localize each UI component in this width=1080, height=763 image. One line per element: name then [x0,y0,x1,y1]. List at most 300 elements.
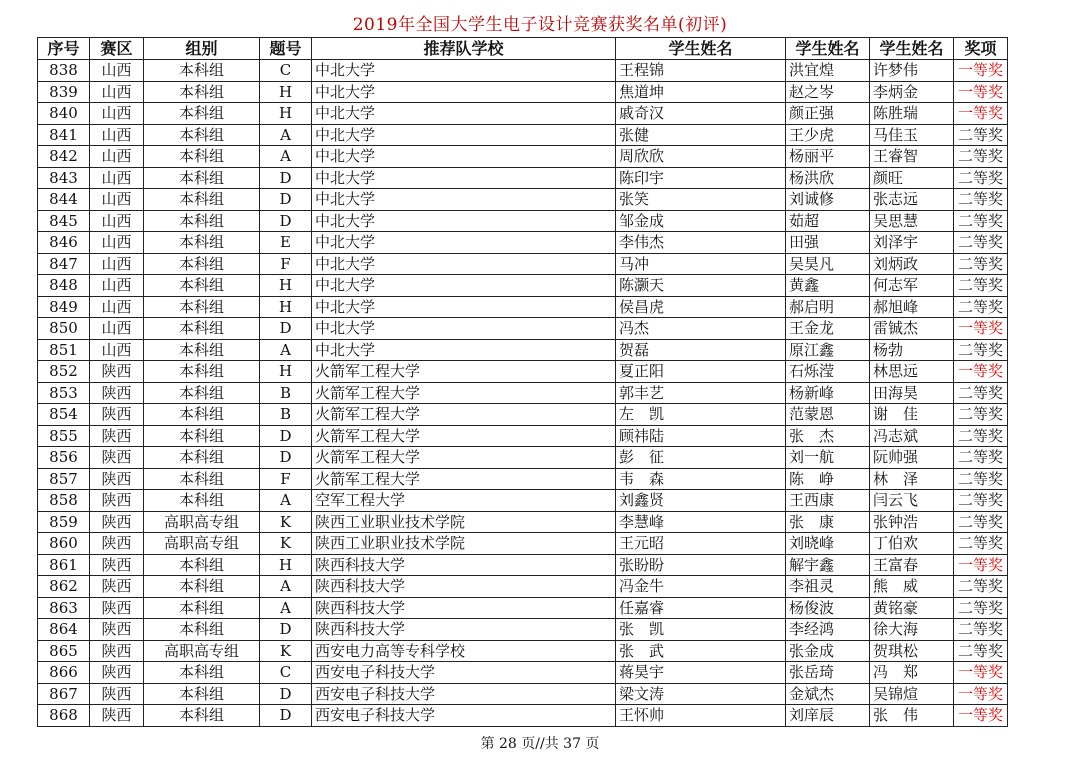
cell-student-3: 何志军 [870,275,954,297]
cell-index: 865 [38,640,90,662]
table-row [38,210,1008,232]
table-row [38,554,1008,576]
table-row [38,597,1008,619]
cell-student-1: 张盼盼 [616,554,786,576]
table-row [38,468,1008,490]
cell-group: 本科组 [144,210,260,232]
cell-student-1: 梁文涛 [616,683,786,705]
cell-award: 二等奖 [954,296,1008,318]
table-row [38,619,1008,641]
cell-index: 860 [38,533,90,555]
cell-region: 陕西 [90,382,144,404]
cell-award: 一等奖 [954,683,1008,705]
table-row [38,146,1008,168]
cell-problem: H [260,296,312,318]
cell-group: 本科组 [144,619,260,641]
table-row [38,683,1008,705]
cell-student-3: 李炳金 [870,81,954,103]
cell-index: 842 [38,146,90,168]
cell-student-2: 吴昊凡 [786,253,870,275]
cell-region: 陕西 [90,705,144,727]
table-row [38,167,1008,189]
cell-award: 二等奖 [954,619,1008,641]
cell-group: 本科组 [144,468,260,490]
cell-index: 863 [38,597,90,619]
table-row [38,296,1008,318]
cell-student-3: 阮帅强 [870,447,954,469]
cell-award: 二等奖 [954,382,1008,404]
cell-student-3: 冯 郑 [870,662,954,684]
cell-award: 二等奖 [954,210,1008,232]
cell-problem: K [260,511,312,533]
cell-student-3: 林思远 [870,361,954,383]
cell-school: 中北大学 [312,167,616,189]
col-header-problem: 题号 [260,38,312,60]
cell-student-1: 贺磊 [616,339,786,361]
cell-student-2: 刘一航 [786,447,870,469]
cell-award: 二等奖 [954,124,1008,146]
cell-problem: D [260,705,312,727]
cell-student-1: 张笑 [616,189,786,211]
table-row [38,533,1008,555]
cell-group: 本科组 [144,683,260,705]
cell-region: 陕西 [90,404,144,426]
cell-problem: H [260,554,312,576]
cell-student-1: 戚奇汉 [616,103,786,125]
cell-award: 一等奖 [954,318,1008,340]
cell-school: 中北大学 [312,81,616,103]
cell-student-3: 郝旭峰 [870,296,954,318]
cell-student-2: 杨丽平 [786,146,870,168]
cell-student-1: 左 凯 [616,404,786,426]
cell-student-3: 张钟浩 [870,511,954,533]
cell-index: 851 [38,339,90,361]
cell-student-2: 张岳琦 [786,662,870,684]
cell-index: 849 [38,296,90,318]
cell-region: 陕西 [90,447,144,469]
cell-student-2: 王金龙 [786,318,870,340]
cell-problem: B [260,382,312,404]
cell-student-1: 张 凯 [616,619,786,641]
cell-student-2: 黄鑫 [786,275,870,297]
cell-region: 山西 [90,103,144,125]
cell-problem: A [260,339,312,361]
cell-student-1: 陈灏天 [616,275,786,297]
cell-school: 中北大学 [312,103,616,125]
cell-group: 本科组 [144,232,260,254]
cell-index: 845 [38,210,90,232]
cell-index: 862 [38,576,90,598]
cell-student-1: 陈印宇 [616,167,786,189]
cell-index: 853 [38,382,90,404]
cell-award: 二等奖 [954,167,1008,189]
cell-group: 本科组 [144,425,260,447]
cell-problem: H [260,275,312,297]
cell-award: 一等奖 [954,81,1008,103]
cell-student-1: 彭 征 [616,447,786,469]
cell-student-2: 陈 峥 [786,468,870,490]
cell-student-3: 吴思慧 [870,210,954,232]
cell-region: 陕西 [90,361,144,383]
cell-student-1: 郭丰艺 [616,382,786,404]
cell-student-2: 赵之岑 [786,81,870,103]
cell-school: 西安电力高等专科学校 [312,640,616,662]
cell-student-3: 冯志斌 [870,425,954,447]
cell-student-1: 王程锦 [616,60,786,82]
cell-student-2: 杨俊波 [786,597,870,619]
cell-region: 山西 [90,167,144,189]
cell-award: 二等奖 [954,404,1008,426]
cell-problem: A [260,124,312,146]
cell-group: 本科组 [144,318,260,340]
cell-problem: F [260,468,312,490]
cell-group: 本科组 [144,81,260,103]
col-header-student-1: 学生姓名 [616,38,786,60]
cell-region: 山西 [90,210,144,232]
cell-student-1: 刘鑫贤 [616,490,786,512]
col-header-school: 推荐队学校 [312,38,616,60]
cell-group: 高职高专组 [144,511,260,533]
cell-region: 陕西 [90,554,144,576]
cell-index: 855 [38,425,90,447]
cell-problem: A [260,490,312,512]
cell-group: 本科组 [144,339,260,361]
cell-region: 陕西 [90,576,144,598]
table-row [38,124,1008,146]
cell-award: 一等奖 [954,60,1008,82]
cell-index: 839 [38,81,90,103]
cell-problem: D [260,167,312,189]
cell-student-3: 陈胜瑞 [870,103,954,125]
cell-award: 二等奖 [954,339,1008,361]
cell-group: 本科组 [144,124,260,146]
cell-group: 本科组 [144,404,260,426]
cell-region: 山西 [90,253,144,275]
cell-region: 山西 [90,318,144,340]
cell-student-2: 王西康 [786,490,870,512]
cell-award: 二等奖 [954,640,1008,662]
cell-school: 中北大学 [312,232,616,254]
cell-school: 陕西工业职业技术学院 [312,533,616,555]
cell-student-3: 林 泽 [870,468,954,490]
cell-student-2: 原江鑫 [786,339,870,361]
cell-region: 陕西 [90,468,144,490]
cell-student-2: 范蒙恩 [786,404,870,426]
table-row [38,189,1008,211]
cell-student-3: 田海昊 [870,382,954,404]
cell-student-2: 洪宜煌 [786,60,870,82]
cell-award: 二等奖 [954,189,1008,211]
cell-group: 本科组 [144,576,260,598]
cell-student-1: 任嘉睿 [616,597,786,619]
cell-index: 854 [38,404,90,426]
cell-index: 844 [38,189,90,211]
cell-group: 本科组 [144,103,260,125]
cell-group: 本科组 [144,189,260,211]
cell-school: 中北大学 [312,189,616,211]
cell-region: 山西 [90,81,144,103]
cell-student-2: 张 康 [786,511,870,533]
cell-student-2: 刘诚修 [786,189,870,211]
cell-group: 本科组 [144,253,260,275]
cell-region: 陕西 [90,425,144,447]
cell-region: 山西 [90,189,144,211]
cell-award: 二等奖 [954,576,1008,598]
cell-student-1: 王元昭 [616,533,786,555]
cell-school: 陕西科技大学 [312,597,616,619]
table-row [38,253,1008,275]
cell-student-3: 张 伟 [870,705,954,727]
cell-region: 陕西 [90,490,144,512]
cell-student-3: 王富春 [870,554,954,576]
cell-problem: F [260,253,312,275]
cell-school: 中北大学 [312,339,616,361]
cell-index: 868 [38,705,90,727]
cell-award: 二等奖 [954,490,1008,512]
cell-problem: D [260,447,312,469]
cell-index: 848 [38,275,90,297]
cell-student-1: 张健 [616,124,786,146]
document-title: 2019年全国大学生电子设计竞赛获奖名单(初评) [352,15,728,35]
cell-student-1: 李伟杰 [616,232,786,254]
cell-index: 856 [38,447,90,469]
cell-school: 火箭军工程大学 [312,404,616,426]
cell-student-1: 王怀帅 [616,705,786,727]
cell-index: 859 [38,511,90,533]
cell-student-2: 杨新峰 [786,382,870,404]
cell-award: 一等奖 [954,554,1008,576]
table-row [38,425,1008,447]
cell-student-2: 刘晓峰 [786,533,870,555]
cell-student-2: 李经鸿 [786,619,870,641]
cell-region: 陕西 [90,597,144,619]
cell-student-2: 杨洪欣 [786,167,870,189]
cell-school: 中北大学 [312,253,616,275]
table-row [38,511,1008,533]
cell-region: 山西 [90,275,144,297]
col-header-region: 赛区 [90,38,144,60]
cell-problem: A [260,146,312,168]
cell-problem: D [260,619,312,641]
cell-problem: D [260,189,312,211]
cell-student-3: 吴锦煊 [870,683,954,705]
cell-group: 本科组 [144,597,260,619]
cell-school: 西安电子科技大学 [312,662,616,684]
cell-index: 852 [38,361,90,383]
cell-student-2: 石烁滢 [786,361,870,383]
cell-problem: D [260,210,312,232]
cell-problem: H [260,361,312,383]
cell-student-2: 解宇鑫 [786,554,870,576]
cell-award: 二等奖 [954,597,1008,619]
cell-school: 空军工程大学 [312,490,616,512]
cell-award: 二等奖 [954,533,1008,555]
cell-award: 二等奖 [954,253,1008,275]
cell-region: 山西 [90,124,144,146]
cell-student-1: 邹金成 [616,210,786,232]
cell-student-3: 贺琪松 [870,640,954,662]
table-row [38,382,1008,404]
cell-group: 本科组 [144,705,260,727]
cell-region: 山西 [90,232,144,254]
cell-school: 火箭军工程大学 [312,468,616,490]
cell-student-2: 王少虎 [786,124,870,146]
table-body [38,60,1008,727]
cell-award: 二等奖 [954,511,1008,533]
cell-school: 中北大学 [312,124,616,146]
cell-problem: C [260,60,312,82]
cell-index: 857 [38,468,90,490]
table-row [38,361,1008,383]
cell-problem: D [260,318,312,340]
cell-student-1: 马冲 [616,253,786,275]
cell-student-1: 蒋昊宇 [616,662,786,684]
cell-award: 二等奖 [954,425,1008,447]
cell-index: 864 [38,619,90,641]
cell-index: 843 [38,167,90,189]
cell-problem: D [260,425,312,447]
cell-school: 中北大学 [312,296,616,318]
cell-problem: K [260,640,312,662]
cell-region: 山西 [90,339,144,361]
cell-award: 一等奖 [954,103,1008,125]
cell-student-3: 刘炳政 [870,253,954,275]
cell-index: 841 [38,124,90,146]
cell-school: 中北大学 [312,146,616,168]
cell-region: 山西 [90,60,144,82]
cell-student-3: 刘泽宇 [870,232,954,254]
cell-student-3: 马佳玉 [870,124,954,146]
cell-award: 一等奖 [954,662,1008,684]
cell-student-1: 侯昌虎 [616,296,786,318]
cell-problem: B [260,404,312,426]
cell-student-1: 夏正阳 [616,361,786,383]
table-row [38,232,1008,254]
table-row [38,275,1008,297]
table-row [38,103,1008,125]
cell-region: 陕西 [90,683,144,705]
cell-index: 838 [38,60,90,82]
cell-group: 本科组 [144,60,260,82]
cell-student-2: 张金成 [786,640,870,662]
cell-school: 中北大学 [312,60,616,82]
cell-award: 二等奖 [954,275,1008,297]
cell-region: 山西 [90,296,144,318]
cell-group: 本科组 [144,146,260,168]
table-row [38,705,1008,727]
table-row [38,339,1008,361]
cell-student-1: 冯杰 [616,318,786,340]
cell-student-2: 茹超 [786,210,870,232]
cell-region: 陕西 [90,619,144,641]
cell-school: 陕西科技大学 [312,554,616,576]
cell-group: 高职高专组 [144,640,260,662]
cell-student-2: 颜正强 [786,103,870,125]
cell-school: 西安电子科技大学 [312,683,616,705]
cell-award: 二等奖 [954,146,1008,168]
cell-group: 高职高专组 [144,533,260,555]
cell-student-2: 郝启明 [786,296,870,318]
cell-problem: D [260,683,312,705]
table-header-row [38,38,1008,60]
table-row [38,640,1008,662]
cell-group: 本科组 [144,554,260,576]
cell-region: 陕西 [90,533,144,555]
cell-student-1: 张 武 [616,640,786,662]
col-header-student-3: 学生姓名 [870,38,954,60]
col-header-index: 序号 [38,38,90,60]
cell-group: 本科组 [144,382,260,404]
cell-school: 火箭军工程大学 [312,361,616,383]
cell-student-3: 王睿智 [870,146,954,168]
cell-school: 西安电子科技大学 [312,705,616,727]
cell-region: 陕西 [90,640,144,662]
cell-student-3: 闫云飞 [870,490,954,512]
cell-problem: H [260,103,312,125]
cell-group: 本科组 [144,296,260,318]
cell-student-3: 徐大海 [870,619,954,641]
cell-group: 本科组 [144,662,260,684]
cell-problem: A [260,597,312,619]
cell-problem: E [260,232,312,254]
cell-index: 866 [38,662,90,684]
table-row [38,576,1008,598]
cell-group: 本科组 [144,167,260,189]
cell-student-2: 金斌杰 [786,683,870,705]
col-header-student-2: 学生姓名 [786,38,870,60]
cell-school: 中北大学 [312,318,616,340]
cell-student-3: 丁伯欢 [870,533,954,555]
cell-group: 本科组 [144,447,260,469]
cell-award: 一等奖 [954,705,1008,727]
cell-student-1: 韦 森 [616,468,786,490]
cell-school: 火箭军工程大学 [312,425,616,447]
cell-school: 火箭军工程大学 [312,447,616,469]
cell-student-2: 田强 [786,232,870,254]
cell-problem: H [260,81,312,103]
cell-region: 山西 [90,146,144,168]
page-footer: 第 28 页//共 37 页 [480,736,600,752]
cell-group: 本科组 [144,275,260,297]
table-row [38,447,1008,469]
cell-award: 二等奖 [954,232,1008,254]
col-header-award: 奖项 [954,38,1008,60]
cell-student-1: 周欣欣 [616,146,786,168]
table-row [38,81,1008,103]
cell-student-1: 顾祎陆 [616,425,786,447]
col-header-group: 组别 [144,38,260,60]
table-row [38,662,1008,684]
cell-student-3: 颜旺 [870,167,954,189]
cell-problem: K [260,533,312,555]
cell-school: 陕西科技大学 [312,619,616,641]
cell-student-3: 许梦伟 [870,60,954,82]
cell-award: 二等奖 [954,468,1008,490]
table-row [38,490,1008,512]
cell-index: 850 [38,318,90,340]
cell-group: 本科组 [144,361,260,383]
cell-student-2: 李祖灵 [786,576,870,598]
table-row [38,404,1008,426]
cell-student-3: 谢 佳 [870,404,954,426]
cell-school: 陕西科技大学 [312,576,616,598]
cell-index: 846 [38,232,90,254]
table-row [38,318,1008,340]
cell-index: 840 [38,103,90,125]
cell-student-2: 张 杰 [786,425,870,447]
cell-student-3: 雷铖杰 [870,318,954,340]
cell-region: 陕西 [90,662,144,684]
